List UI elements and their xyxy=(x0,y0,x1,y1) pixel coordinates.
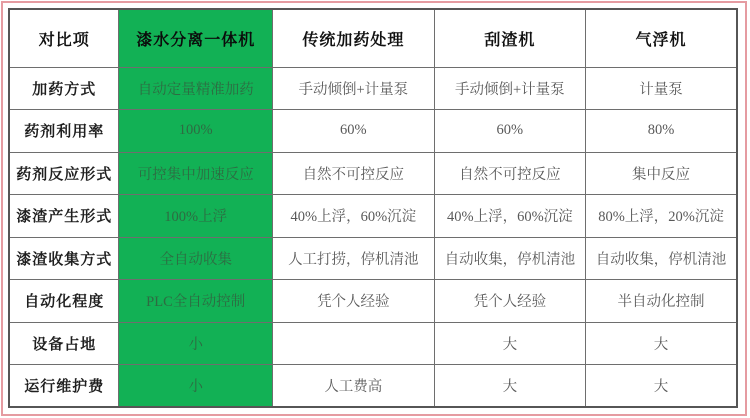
value-cell: PLC全自动控制 xyxy=(119,280,273,323)
table-row xyxy=(9,365,737,408)
header-cell-product-1: 漆水分离一体机 xyxy=(119,9,273,67)
table-row xyxy=(9,280,737,323)
row-label-cell: 加药方式 xyxy=(9,67,119,110)
value-cell: 自动收集，停机清池 xyxy=(434,237,585,280)
value-cell: 人工打捞，停机清池 xyxy=(273,237,435,280)
table-header-row xyxy=(9,9,737,67)
value-cell: 集中反应 xyxy=(586,152,737,195)
row-label-cell: 漆渣产生形式 xyxy=(9,195,119,238)
value-cell: 小 xyxy=(119,365,273,408)
row-label-cell: 药剂反应形式 xyxy=(9,152,119,195)
value-cell: 80%上浮，20%沉淀 xyxy=(586,195,737,238)
value-cell: 80% xyxy=(586,110,737,153)
value-cell xyxy=(273,322,435,365)
value-cell: 40%上浮，60%沉淀 xyxy=(273,195,435,238)
table-body xyxy=(9,67,737,407)
value-cell: 大 xyxy=(586,322,737,365)
row-label-cell: 药剂利用率 xyxy=(9,110,119,153)
value-cell: 100%上浮 xyxy=(119,195,273,238)
value-cell: 自然不可控反应 xyxy=(273,152,435,195)
value-cell: 全自动收集 xyxy=(119,237,273,280)
value-cell: 自然不可控反应 xyxy=(434,152,585,195)
value-cell: 40%上浮，60%沉淀 xyxy=(434,195,585,238)
header-cell-product-3: 刮渣机 xyxy=(434,9,585,67)
value-cell: 凭个人经验 xyxy=(273,280,435,323)
header-cell-criteria: 对比项 xyxy=(9,9,119,67)
value-cell: 可控集中加速反应 xyxy=(119,152,273,195)
row-label-cell: 自动化程度 xyxy=(9,280,119,323)
table-row xyxy=(9,67,737,110)
value-cell: 人工费高 xyxy=(273,365,435,408)
header-cell-product-2: 传统加药处理 xyxy=(273,9,435,67)
value-cell: 小 xyxy=(119,322,273,365)
table-row xyxy=(9,237,737,280)
value-cell: 手动倾倒+计量泵 xyxy=(434,67,585,110)
value-cell: 60% xyxy=(273,110,435,153)
header-cell-product-4: 气浮机 xyxy=(586,9,737,67)
value-cell: 手动倾倒+计量泵 xyxy=(273,67,435,110)
table-row xyxy=(9,195,737,238)
value-cell: 大 xyxy=(434,365,585,408)
value-cell: 计量泵 xyxy=(586,67,737,110)
row-label-cell: 漆渣收集方式 xyxy=(9,237,119,280)
table-row xyxy=(9,322,737,365)
comparison-table xyxy=(8,8,738,408)
value-cell: 自动收集，停机清池 xyxy=(586,237,737,280)
table-row xyxy=(9,110,737,153)
value-cell: 大 xyxy=(434,322,585,365)
value-cell: 60% xyxy=(434,110,585,153)
row-label-cell: 设备占地 xyxy=(9,322,119,365)
value-cell: 大 xyxy=(586,365,737,408)
value-cell: 自动定量精准加药 xyxy=(119,67,273,110)
table-row xyxy=(9,152,737,195)
row-label-cell: 运行维护费 xyxy=(9,365,119,408)
value-cell: 半自动化控制 xyxy=(586,280,737,323)
value-cell: 100% xyxy=(119,110,273,153)
value-cell: 凭个人经验 xyxy=(434,280,585,323)
